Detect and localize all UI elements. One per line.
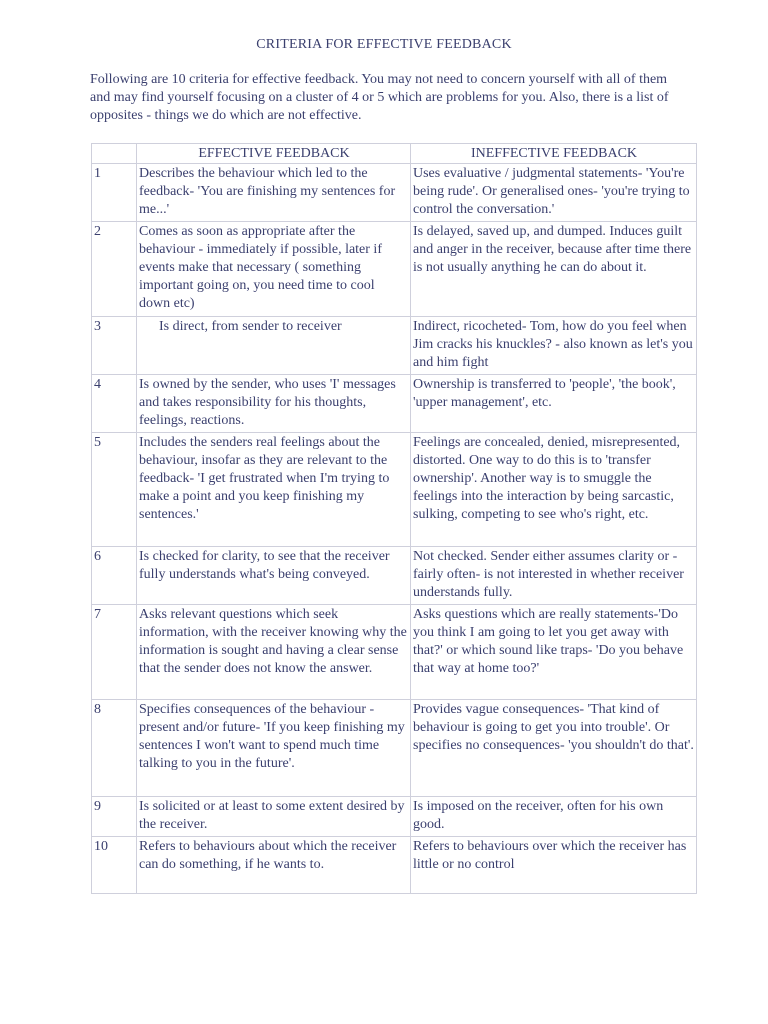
ineffective-cell: Indirect, ricocheted- Tom, how do you feel when Jim cracks his knuckles? - also known as let's you and him fight [411,317,697,375]
ineffective-cell: Is imposed on the receiver, often for his own good. [411,797,697,837]
ineffective-cell: Is delayed, saved up, and dumped. Induces guilt and anger in the receiver, because after time there is not usually anything he can do about it. [411,222,697,317]
effective-cell: Includes the senders real feelings about the behaviour, insofar as they are relevant to the feedback- 'I get frustrated when I'm trying to make a point and you keep finishing my sentences.' [137,433,411,547]
row-number: 7 [92,605,137,700]
effective-cell: Asks relevant questions which seek information, with the receiver knowing why the information is sought and having a clear sense that the sender does not know the answer. [137,605,411,700]
effective-cell-text: Is direct, from sender to receiver [159,319,342,334]
row-number: 10 [92,837,137,894]
effective-cell [137,317,411,375]
effective-cell: Is solicited or at least to some extent desired by the receiver. [137,797,411,837]
ineffective-cell: Uses evaluative / judgmental statements- 'You're being rude'. Or generalised ones- 'you're trying to control the conversation.' [411,164,697,222]
row-number: 1 [92,164,137,222]
ineffective-cell: Provides vague consequences- 'That kind of behaviour is going to get you into trouble'. Or specifies no consequences- 'you shouldn't do that'. [411,700,697,797]
table-row [92,375,697,433]
row-number: 9 [92,797,137,837]
ineffective-cell: Asks questions which are really statements-'Do you think I am going to let you get away with that?' or which sound like traps- 'Do you behave that way at home too?' [411,605,697,700]
row-number: 5 [92,433,137,547]
table-row [92,433,697,547]
row-number: 3 [92,317,137,375]
table-row [92,605,697,700]
header-effective: EFFECTIVE FEEDBACK [137,144,411,164]
intro-paragraph: Following are 10 criteria for effective feedback. You may not need to concern yourself with all of them and may find yourself focusing on a cluster of 4 or 5 which are problems for you. Also, there is a list of opposites - things we do which are not effective. [90,72,669,123]
table-row [92,700,697,797]
header-ineffective: INEFFECTIVE FEEDBACK [411,144,697,164]
effective-cell: Is checked for clarity, to see that the receiver fully understands what's being conveyed. [137,547,411,605]
effective-cell: Refers to behaviours about which the receiver can do something, if he wants to. [137,837,411,894]
ineffective-cell: Ownership is transferred to 'people', 'the book', 'upper management', etc. [411,375,697,433]
table-row [92,317,697,375]
ineffective-cell: Not checked. Sender either assumes clarity or - fairly often- is not interested in whether receiver understands fully. [411,547,697,605]
row-number: 6 [92,547,137,605]
effective-cell: Describes the behaviour which led to the feedback- 'You are finishing my sentences for me...' [137,164,411,222]
effective-cell: Specifies consequences of the behaviour - present and/or future- 'If you keep finishing my sentences I won't want to spend much time talking to you in the future'. [137,700,411,797]
table-header-row [92,144,697,164]
table-row [92,837,697,894]
table-row [92,222,697,317]
effective-cell: Comes as soon as appropriate after the behaviour - immediately if possible, later if events make that necessary ( something important going on, you need time to cool down etc) [137,222,411,317]
table-row [92,164,697,222]
criteria-table [91,143,697,894]
row-number: 4 [92,375,137,433]
row-number: 2 [92,222,137,317]
ineffective-cell: Feelings are concealed, denied, misrepresented, distorted. One way to do this is to 'transfer ownership'. Another way is to smuggle the feelings into the interaction by being sarcastic, sulking, competing to see who's right, etc. [411,433,697,547]
ineffective-cell: Refers to behaviours over which the receiver has little or no control [411,837,697,894]
row-number: 8 [92,700,137,797]
header-number [92,144,137,164]
document-title: CRITERIA FOR EFFECTIVE FEEDBACK [256,37,512,52]
table-row [92,547,697,605]
effective-cell: Is owned by the sender, who uses 'I' messages and takes responsibility for his thoughts, feelings, reactions. [137,375,411,433]
table-row [92,797,697,837]
